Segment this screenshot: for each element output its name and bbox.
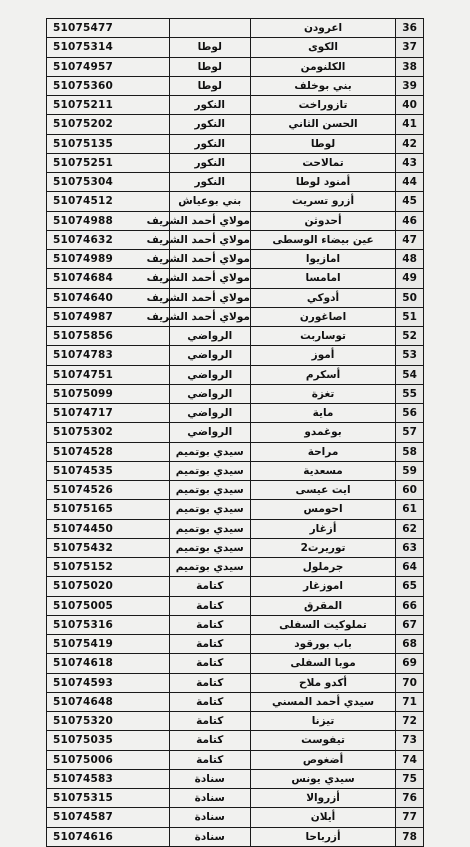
commune-cell: لوطا <box>169 76 250 95</box>
commune-cell: الرواضي <box>169 404 250 423</box>
code-cell: 51074632 <box>47 230 170 249</box>
code-cell: 51074648 <box>47 692 170 711</box>
row-number-cell: 75 <box>396 769 424 788</box>
code-cell: 51074450 <box>47 519 170 538</box>
douar-cell: توساربت <box>250 327 395 346</box>
table-row <box>47 423 424 442</box>
code-cell: 51075314 <box>47 38 170 57</box>
commune-cell: النكور <box>169 153 250 172</box>
table-row <box>47 96 424 115</box>
code-cell: 51074528 <box>47 442 170 461</box>
commune-cell: كتامة <box>169 596 250 615</box>
code-cell: 51075099 <box>47 384 170 403</box>
table-row <box>47 519 424 538</box>
douar-cell: أضغوص <box>250 750 395 769</box>
code-cell: 51074512 <box>47 192 170 211</box>
table-row <box>47 673 424 692</box>
row-number-cell: 63 <box>396 538 424 557</box>
row-number-cell: 40 <box>396 96 424 115</box>
douar-cell: تملوكيت السفلى <box>250 615 395 634</box>
commune-cell: لوطا <box>169 38 250 57</box>
code-cell: 51075035 <box>47 731 170 750</box>
commune-cell: النكور <box>169 96 250 115</box>
code-cell: 51075251 <box>47 153 170 172</box>
commune-cell: سنادة <box>169 808 250 827</box>
code-cell: 51075419 <box>47 635 170 654</box>
commune-cell: سيدي بوتميم <box>169 461 250 480</box>
table-row <box>47 19 424 38</box>
commune-cell: النكور <box>169 115 250 134</box>
douar-cell: عين بيضاء الوسطى <box>250 230 395 249</box>
table-row <box>47 461 424 480</box>
table-row <box>47 327 424 346</box>
table-row <box>47 384 424 403</box>
code-cell: 51075320 <box>47 712 170 731</box>
table-row <box>47 38 424 57</box>
table-row <box>47 250 424 269</box>
row-number-cell: 46 <box>396 211 424 230</box>
code-cell: 51074618 <box>47 654 170 673</box>
code-cell: 51075006 <box>47 750 170 769</box>
code-cell: 51075005 <box>47 596 170 615</box>
table-row <box>47 789 424 808</box>
commune-cell: الرواضي <box>169 365 250 384</box>
table-row <box>47 230 424 249</box>
code-cell: 51074783 <box>47 346 170 365</box>
row-number-cell: 44 <box>396 173 424 192</box>
row-number-cell: 72 <box>396 712 424 731</box>
table-row <box>47 404 424 423</box>
commune-cell <box>169 19 250 38</box>
douar-cell: أيلان <box>250 808 395 827</box>
commune-cell: الرواضي <box>169 346 250 365</box>
commune-cell: سيدي بوتميم <box>169 481 250 500</box>
table-row <box>47 307 424 326</box>
code-cell: 51074988 <box>47 211 170 230</box>
code-cell: 51075211 <box>47 96 170 115</box>
row-number-cell: 36 <box>396 19 424 38</box>
row-number-cell: 50 <box>396 288 424 307</box>
code-cell: 51074587 <box>47 808 170 827</box>
douar-cell: تازوراخت <box>250 96 395 115</box>
table-row <box>47 615 424 634</box>
code-cell: 51074717 <box>47 404 170 423</box>
commune-cell: بني بوعياش <box>169 192 250 211</box>
table-row <box>47 827 424 846</box>
code-cell: 51075165 <box>47 500 170 519</box>
douar-cell: جرملول <box>250 558 395 577</box>
table-row <box>47 346 424 365</box>
row-number-cell: 57 <box>396 423 424 442</box>
commune-cell: كتامة <box>169 635 250 654</box>
row-number-cell: 55 <box>396 384 424 403</box>
douar-cell: ماية <box>250 404 395 423</box>
commune-cell: كتامة <box>169 654 250 673</box>
douar-cell: لوطا <box>250 134 395 153</box>
commune-cell: مولاي أحمد الشريف <box>169 269 250 288</box>
commune-cell: مولاي أحمد الشريف <box>169 288 250 307</box>
commune-cell: كتامة <box>169 692 250 711</box>
douar-cell: تغزة <box>250 384 395 403</box>
row-number-cell: 38 <box>396 57 424 76</box>
commune-cell: الرواضي <box>169 327 250 346</box>
commune-cell: كتامة <box>169 673 250 692</box>
code-cell: 51075856 <box>47 327 170 346</box>
douar-table <box>46 18 424 847</box>
table-row <box>47 654 424 673</box>
commune-cell: مولاي أحمد الشريف <box>169 211 250 230</box>
code-cell: 51075020 <box>47 577 170 596</box>
table-body <box>47 19 424 847</box>
row-number-cell: 68 <box>396 635 424 654</box>
commune-cell: لوطا <box>169 57 250 76</box>
table-row <box>47 500 424 519</box>
douar-cell: تيزنا <box>250 712 395 731</box>
douar-cell: أسكرم <box>250 365 395 384</box>
row-number-cell: 69 <box>396 654 424 673</box>
code-cell: 51075202 <box>47 115 170 134</box>
commune-cell: سيدي بوتميم <box>169 500 250 519</box>
commune-cell: مولاي أحمد الشريف <box>169 250 250 269</box>
table-row <box>47 731 424 750</box>
row-number-cell: 61 <box>396 500 424 519</box>
douar-cell: امامسا <box>250 269 395 288</box>
row-number-cell: 71 <box>396 692 424 711</box>
row-number-cell: 59 <box>396 461 424 480</box>
commune-cell: النكور <box>169 134 250 153</box>
row-number-cell: 48 <box>396 250 424 269</box>
row-number-cell: 74 <box>396 750 424 769</box>
douar-cell: اموزغار <box>250 577 395 596</box>
douar-cell: أزرو تسريت <box>250 192 395 211</box>
code-cell: 51075316 <box>47 615 170 634</box>
code-cell: 51074640 <box>47 288 170 307</box>
commune-cell: سيدي بوتميم <box>169 519 250 538</box>
douar-cell: الكوى <box>250 38 395 57</box>
row-number-cell: 53 <box>396 346 424 365</box>
table-row <box>47 192 424 211</box>
douar-cell: أدوكي <box>250 288 395 307</box>
douar-cell: المقرق <box>250 596 395 615</box>
commune-cell: سيدي بوتميم <box>169 442 250 461</box>
douar-cell: مراحة <box>250 442 395 461</box>
table-row <box>47 365 424 384</box>
commune-cell: سنادة <box>169 769 250 788</box>
douar-cell: بني بوخلف <box>250 76 395 95</box>
table-row <box>47 115 424 134</box>
table-row <box>47 57 424 76</box>
table-row <box>47 808 424 827</box>
row-number-cell: 78 <box>396 827 424 846</box>
row-number-cell: 47 <box>396 230 424 249</box>
code-cell: 51075315 <box>47 789 170 808</box>
douar-cell: تيفوست <box>250 731 395 750</box>
table-row <box>47 153 424 172</box>
row-number-cell: 58 <box>396 442 424 461</box>
douar-cell: أكدو ملاح <box>250 673 395 692</box>
row-number-cell: 43 <box>396 153 424 172</box>
douar-cell: امازيوا <box>250 250 395 269</box>
douar-cell: موبا السفلى <box>250 654 395 673</box>
commune-cell: سنادة <box>169 827 250 846</box>
row-number-cell: 37 <box>396 38 424 57</box>
table-row <box>47 712 424 731</box>
commune-cell: النكور <box>169 173 250 192</box>
row-number-cell: 56 <box>396 404 424 423</box>
douar-cell: تمالاحت <box>250 153 395 172</box>
table-row <box>47 76 424 95</box>
row-number-cell: 67 <box>396 615 424 634</box>
douar-cell: أموز <box>250 346 395 365</box>
code-cell: 51075360 <box>47 76 170 95</box>
row-number-cell: 51 <box>396 307 424 326</box>
code-cell: 51075152 <box>47 558 170 577</box>
row-number-cell: 62 <box>396 519 424 538</box>
code-cell: 51074751 <box>47 365 170 384</box>
code-cell: 51074987 <box>47 307 170 326</box>
table-row <box>47 769 424 788</box>
douar-cell: مسعدية <box>250 461 395 480</box>
douar-cell: سيدي أحمد المسني <box>250 692 395 711</box>
row-number-cell: 60 <box>396 481 424 500</box>
douar-cell: ايت عيسى <box>250 481 395 500</box>
table-row <box>47 481 424 500</box>
commune-cell: كتامة <box>169 615 250 634</box>
douar-cell: الكلنومن <box>250 57 395 76</box>
code-cell: 51074583 <box>47 769 170 788</box>
commune-cell: سنادة <box>169 789 250 808</box>
code-cell: 51074616 <box>47 827 170 846</box>
table-row <box>47 596 424 615</box>
row-number-cell: 41 <box>396 115 424 134</box>
douar-cell: الحسن الثاني <box>250 115 395 134</box>
code-cell: 51074957 <box>47 57 170 76</box>
row-number-cell: 66 <box>396 596 424 615</box>
row-number-cell: 45 <box>396 192 424 211</box>
row-number-cell: 64 <box>396 558 424 577</box>
table-row <box>47 558 424 577</box>
commune-cell: مولاي أحمد الشريف <box>169 230 250 249</box>
douar-cell: سيدي يونس <box>250 769 395 788</box>
code-cell: 51075477 <box>47 19 170 38</box>
table-row <box>47 442 424 461</box>
douar-cell: أحدوثن <box>250 211 395 230</box>
table-row <box>47 288 424 307</box>
row-number-cell: 42 <box>396 134 424 153</box>
row-number-cell: 77 <box>396 808 424 827</box>
douar-cell: احومس <box>250 500 395 519</box>
row-number-cell: 49 <box>396 269 424 288</box>
code-cell: 51075135 <box>47 134 170 153</box>
code-cell: 51074593 <box>47 673 170 692</box>
douar-cell: أزغار <box>250 519 395 538</box>
douar-cell: اصاغورن <box>250 307 395 326</box>
commune-cell: سيدي بوتميم <box>169 538 250 557</box>
table-row <box>47 692 424 711</box>
commune-cell: سيدي بوتميم <box>169 558 250 577</box>
table-row <box>47 134 424 153</box>
row-number-cell: 76 <box>396 789 424 808</box>
table-row <box>47 538 424 557</box>
commune-cell: كتامة <box>169 577 250 596</box>
row-number-cell: 70 <box>396 673 424 692</box>
row-number-cell: 73 <box>396 731 424 750</box>
table-row <box>47 635 424 654</box>
commune-cell: الرواضي <box>169 384 250 403</box>
row-number-cell: 65 <box>396 577 424 596</box>
commune-cell: كتامة <box>169 712 250 731</box>
table-row <box>47 211 424 230</box>
row-number-cell: 54 <box>396 365 424 384</box>
row-number-cell: 52 <box>396 327 424 346</box>
douar-cell: بوغمدو <box>250 423 395 442</box>
table-row <box>47 577 424 596</box>
douar-cell: أزروالا <box>250 789 395 808</box>
douar-cell: توريرت2 <box>250 538 395 557</box>
table-row <box>47 173 424 192</box>
code-cell: 51075302 <box>47 423 170 442</box>
code-cell: 51075432 <box>47 538 170 557</box>
douar-cell: اعرودن <box>250 19 395 38</box>
commune-cell: مولاي أحمد الشريف <box>169 307 250 326</box>
douar-cell: أمنود لوطا <box>250 173 395 192</box>
code-cell: 51074684 <box>47 269 170 288</box>
table-row <box>47 269 424 288</box>
douar-cell: أزرباحا <box>250 827 395 846</box>
table-row <box>47 750 424 769</box>
code-cell: 51075304 <box>47 173 170 192</box>
code-cell: 51074989 <box>47 250 170 269</box>
commune-cell: كتامة <box>169 750 250 769</box>
commune-cell: كتامة <box>169 731 250 750</box>
douar-cell: باب بورقود <box>250 635 395 654</box>
code-cell: 51074526 <box>47 481 170 500</box>
code-cell: 51074535 <box>47 461 170 480</box>
row-number-cell: 39 <box>396 76 424 95</box>
commune-cell: الرواضي <box>169 423 250 442</box>
